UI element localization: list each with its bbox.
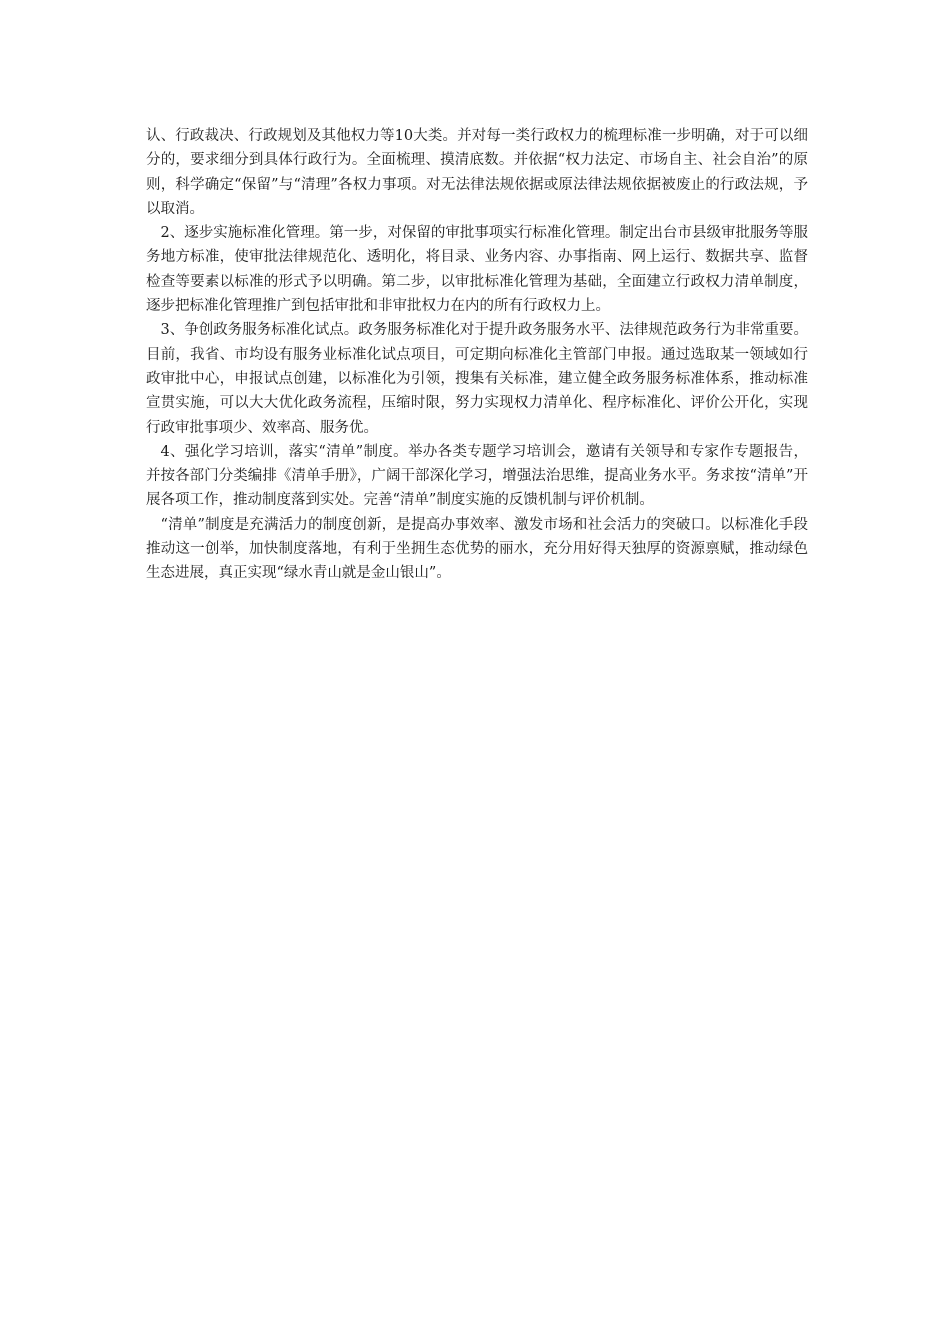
paragraph-item-4: 4、强化学习培训，落实“清单”制度。举办各类专题学习培训会，邀请有关领导和专家作专题报告，并按各部门分类编排《清单手册》，广阔干部深化学习，增强法治思维，提高业务水平。务求按“清单”开展各项工作，推动制度落到实处。完善“清单”制度实施的反馈机制与评价机制。 [146, 443, 808, 509]
paragraph-item-2: 2、逐步实施标准化管理。第一步，对保留的审批事项实行标准化管理。制定出台市县级审批服务等服务地方标准，使审批法律规范化、透明化，将目录、业务内容、办事指南、网上运行、数据共享、监督检查等要素以标准的形式予以明确。第二步，以审批标准化管理为基础，全面建立行政权力清单制度，逐步把标准化管理推广到包括审批和非审批权力在内的所有行政权力上。 [146, 225, 808, 315]
paragraph-continued: 认、行政裁决、行政规划及其他权力等10大类。并对每一类行政权力的梳理标准一步明确，对于可以细分的，要求细分到具体行政行为。全面梳理、摸清底数。并依据“权力法定、市场自主、社会自治”的原则，科学确定“保留”与“清理”各权力事项。对无法律法规依据或原法律法规依据被废止的行政法规，予以取消。 [146, 128, 808, 217]
document-body [146, 124, 808, 586]
paragraph-item-3: 3、争创政务服务标准化试点。政务服务标准化对于提升政务服务水平、法律规范政务行为非常重要。目前，我省、市均设有服务业标准化试点项目，可定期向标准化主管部门申报。通过选取某一领域如行政审批中心，申报试点创建，以标准化为引领，搜集有关标准，建立健全政务服务标准体系，推动标准宣贯实施，可以大大优化政务流程，压缩时限，努力实现权力清单化、程序标准化、评价公开化，实现行政审批事项少、效率高、服务优。 [146, 322, 808, 436]
paragraph-conclusion: “清单”制度是充满活力的制度创新，是提高办事效率、激发市场和社会活力的突破口。以标准化手段推动这一创举，加快制度落地，有利于坐拥生态优势的丽水，充分用好得天独厚的资源禀赋，推动绿色生态进展，真正实现“绿水青山就是金山银山”。 [146, 516, 808, 582]
